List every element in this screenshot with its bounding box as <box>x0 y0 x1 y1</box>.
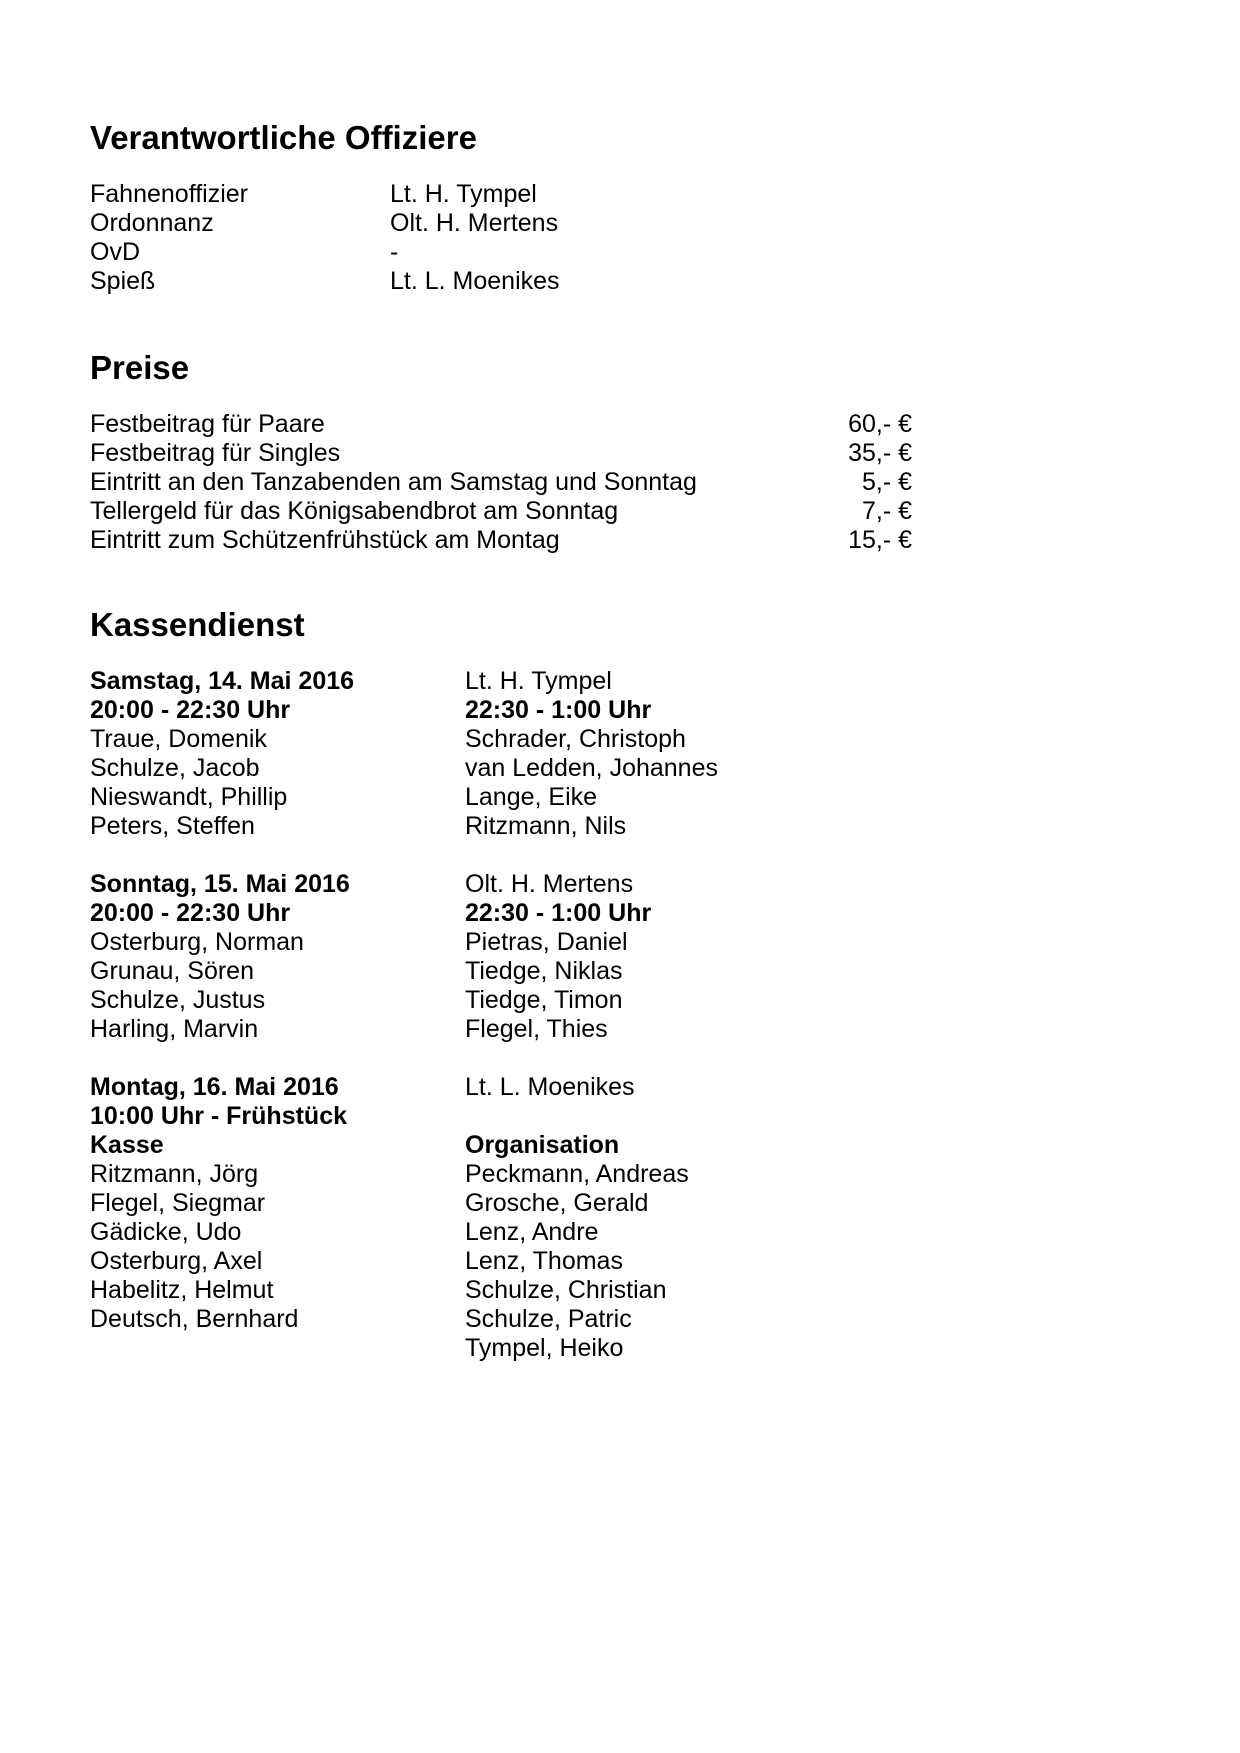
saturday-person: Nieswandt, Phillip <box>90 783 288 811</box>
officer-name: - <box>390 238 399 266</box>
sunday-person: Pietras, Daniel <box>465 928 628 956</box>
prices-heading: Preise <box>90 349 190 386</box>
officers-heading: Verantwortliche Offiziere <box>90 119 477 156</box>
sunday-shift-1: 20:00 - 22:30 Uhr <box>90 899 291 927</box>
sunday-person: Schulze, Justus <box>90 986 266 1014</box>
cash-heading: Kassendienst <box>90 606 305 643</box>
monday-organisation-person: Schulze, Christian <box>465 1276 667 1304</box>
monday-cash-person: Deutsch, Bernhard <box>90 1305 299 1333</box>
officer-role: Ordonnanz <box>90 209 214 237</box>
monday-cash-heading: Kasse <box>90 1131 164 1159</box>
officer-role: Fahnenoffizier <box>90 180 248 208</box>
saturday-person: Peters, Steffen <box>90 812 255 840</box>
sunday-person: Harling, Marvin <box>90 1015 259 1043</box>
officer-name: Olt. H. Mertens <box>390 209 559 237</box>
officer-role: Spieß <box>90 267 156 295</box>
saturday-person: Schulze, Jacob <box>90 754 260 782</box>
price-label: Eintritt zum Schützenfrühstück am Montag <box>90 526 560 554</box>
monday-cash-person: Flegel, Siegmar <box>90 1189 266 1217</box>
saturday-shift-2: 22:30 - 1:00 Uhr <box>465 696 652 724</box>
monday-organisation-person: Schulze, Patric <box>465 1305 632 1333</box>
price-label: Festbeitrag für Singles <box>90 439 341 467</box>
monday-organisation-person: Tympel, Heiko <box>465 1334 624 1362</box>
monday-cash-person: Habelitz, Helmut <box>90 1276 274 1304</box>
monday-organisation-heading: Organisation <box>465 1131 620 1159</box>
sunday-person: Tiedge, Niklas <box>465 957 623 985</box>
saturday-person: van Ledden, Johannes <box>465 754 718 782</box>
sunday-shift-2: 22:30 - 1:00 Uhr <box>465 899 652 927</box>
sunday-person: Osterburg, Norman <box>90 928 304 956</box>
saturday-officer: Lt. H. Tympel <box>465 667 612 695</box>
saturday-person: Traue, Domenik <box>90 725 267 753</box>
monday-organisation-person: Lenz, Thomas <box>465 1247 623 1275</box>
sunday-officer: Olt. H. Mertens <box>465 870 634 898</box>
price-label: Festbeitrag für Paare <box>90 410 325 438</box>
monday-date: Montag, 16. Mai 2016 <box>90 1073 339 1101</box>
saturday-person: Ritzmann, Nils <box>465 812 627 840</box>
saturday-date: Samstag, 14. Mai 2016 <box>90 667 355 695</box>
monday-cash-person: Ritzmann, Jörg <box>90 1160 259 1188</box>
price-value: 35,- € <box>848 439 912 467</box>
price-value: 5,- € <box>861 468 912 496</box>
saturday-person: Lange, Eike <box>465 783 598 811</box>
saturday-person: Schrader, Christoph <box>465 725 686 753</box>
price-value: 7,- € <box>861 497 912 525</box>
officer-name: Lt. L. Moenikes <box>390 267 560 295</box>
price-value: 60,- € <box>848 410 912 438</box>
monday-time: 10:00 Uhr - Frühstück <box>90 1102 348 1130</box>
monday-organisation-person: Peckmann, Andreas <box>465 1160 689 1188</box>
officer-role: OvD <box>90 238 140 266</box>
price-label: Tellergeld für das Königsabendbrot am Sonntag <box>90 497 619 525</box>
price-label: Eintritt an den Tanzabenden am Samstag und Sonntag <box>90 468 697 496</box>
monday-organisation-person: Grosche, Gerald <box>465 1189 649 1217</box>
monday-cash-person: Gädicke, Udo <box>90 1218 242 1246</box>
sunday-date: Sonntag, 15. Mai 2016 <box>90 870 350 898</box>
sunday-person: Tiedge, Timon <box>465 986 623 1014</box>
sunday-person: Flegel, Thies <box>465 1015 608 1043</box>
monday-officer: Lt. L. Moenikes <box>465 1073 635 1101</box>
price-value: 15,- € <box>848 526 912 554</box>
officer-name: Lt. H. Tympel <box>390 180 537 208</box>
saturday-shift-1: 20:00 - 22:30 Uhr <box>90 696 291 724</box>
sunday-person: Grunau, Sören <box>90 957 254 985</box>
monday-organisation-person: Lenz, Andre <box>465 1218 599 1246</box>
monday-cash-person: Osterburg, Axel <box>90 1247 263 1275</box>
